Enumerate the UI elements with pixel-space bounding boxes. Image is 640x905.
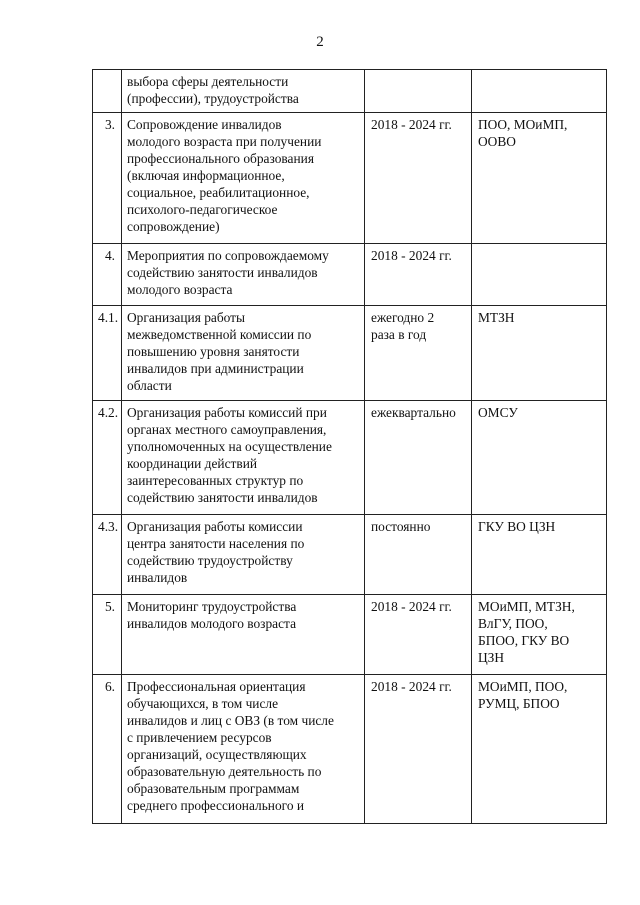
event-line: обучающихся, в том числе	[127, 696, 279, 711]
table-row	[93, 113, 607, 244]
event-line: координации действий	[127, 456, 258, 471]
event-line: Профессиональная ориентация	[127, 679, 306, 694]
term-cell	[365, 70, 472, 113]
event-cell	[122, 244, 365, 306]
responsible-line: ПОО, МОиМП,	[478, 117, 568, 132]
responsible-line: ВлГУ, ПОО,	[478, 616, 548, 631]
event-line: уполномоченных на осуществление	[127, 439, 332, 454]
table-row	[93, 675, 607, 824]
event-line: содействию трудоустройству	[127, 553, 293, 568]
item-number	[93, 70, 122, 113]
term-line: 2018 - 2024 гг.	[371, 679, 452, 694]
event-line: профессионального образования	[127, 151, 314, 166]
event-line: с привлечением ресурсов	[127, 730, 272, 745]
table-row	[93, 515, 607, 595]
event-line: инвалидов при администрации	[127, 361, 304, 376]
event-cell	[122, 515, 365, 595]
term-line: ежегодно 2	[371, 310, 435, 325]
event-line: органах местного самоуправления,	[127, 422, 327, 437]
responsible-line: РУМЦ, БПОО	[478, 696, 560, 711]
event-line: социальное, реабилитационное,	[127, 185, 310, 200]
responsible-line: БПОО, ГКУ ВО	[478, 633, 570, 648]
table-row	[93, 401, 607, 515]
term-line: 2018 - 2024 гг.	[371, 599, 452, 614]
term-line: постоянно	[371, 519, 431, 534]
event-line: организаций, осуществляющих	[127, 747, 307, 762]
responsible-cell	[472, 70, 607, 113]
responsible-line: МОиМП, ПОО,	[478, 679, 568, 694]
item-number: 4.1.	[93, 306, 122, 401]
event-line: инвалидов и лиц с ОВЗ (в том числе	[127, 713, 334, 728]
term-cell	[365, 515, 472, 595]
term-line: 2018 - 2024 гг.	[371, 117, 452, 132]
event-line: выбора сферы деятельности	[127, 74, 289, 89]
term-line: ежеквартально	[371, 405, 456, 420]
responsible-cell	[472, 401, 607, 515]
page-number: 2	[316, 34, 324, 50]
item-number: 4.2.	[93, 401, 122, 515]
event-line: Организация работы комиссий при	[127, 405, 327, 420]
responsible-line: МОиМП, МТЗН,	[478, 599, 575, 614]
term-cell	[365, 401, 472, 515]
table-row	[93, 70, 607, 113]
event-line: заинтересованных структур по	[127, 473, 304, 488]
event-cell	[122, 306, 365, 401]
event-line: (профессии), трудоустройства	[127, 91, 299, 106]
responsible-cell	[472, 244, 607, 306]
term-line: 2018 - 2024 гг.	[371, 248, 452, 263]
event-line: инвалидов молодого возраста	[127, 616, 297, 631]
event-cell	[122, 675, 365, 824]
event-line: Организация работы комиссии	[127, 519, 303, 534]
event-cell	[122, 401, 365, 515]
event-line: среднего профессионального и	[127, 798, 305, 813]
table-row	[93, 306, 607, 401]
responsible-line: ООВО	[478, 134, 516, 149]
event-line: содействию занятости инвалидов	[127, 490, 318, 505]
event-line: молодого возраста при получении	[127, 134, 322, 149]
event-line: межведомственной комиссии по	[127, 327, 312, 342]
table-row	[93, 244, 607, 306]
measures-table	[92, 69, 607, 824]
term-line: раза в год	[371, 327, 427, 342]
event-line: образовательным программам	[127, 781, 300, 796]
responsible-line: ОМСУ	[478, 405, 518, 420]
event-cell	[122, 595, 365, 675]
event-line: инвалидов	[127, 570, 188, 585]
item-number: 3.	[93, 113, 122, 244]
event-line: Организация работы	[127, 310, 246, 325]
responsible-cell	[472, 515, 607, 595]
item-number: 6.	[93, 675, 122, 824]
term-cell	[365, 244, 472, 306]
term-cell	[365, 306, 472, 401]
event-line: образовательную деятельность по	[127, 764, 322, 779]
item-number: 4.	[93, 244, 122, 306]
event-line: Сопровождение инвалидов	[127, 117, 282, 132]
term-cell	[365, 675, 472, 824]
event-line: содействию занятости инвалидов	[127, 265, 318, 280]
event-line: области	[127, 378, 172, 393]
event-cell	[122, 113, 365, 244]
term-cell	[365, 113, 472, 244]
responsible-line: ГКУ ВО ЦЗН	[478, 519, 556, 534]
responsible-cell	[472, 306, 607, 401]
responsible-cell	[472, 675, 607, 824]
event-line: повышению уровня занятости	[127, 344, 300, 359]
table-row	[93, 595, 607, 675]
event-line: Мероприятия по сопровождаемому	[127, 248, 329, 263]
event-line: молодого возраста	[127, 282, 233, 297]
item-number: 5.	[93, 595, 122, 675]
responsible-cell	[472, 595, 607, 675]
event-line: психолого-педагогическое	[127, 202, 278, 217]
term-cell	[365, 595, 472, 675]
responsible-line: МТЗН	[478, 310, 515, 325]
event-line: сопровождение)	[127, 219, 220, 234]
event-line: Мониторинг трудоустройства	[127, 599, 297, 614]
item-number: 4.3.	[93, 515, 122, 595]
responsible-line: ЦЗН	[478, 650, 505, 665]
event-line: (включая информационное,	[127, 168, 285, 183]
responsible-cell	[472, 113, 607, 244]
event-cell	[122, 70, 365, 113]
event-line: центра занятости населения по	[127, 536, 305, 551]
